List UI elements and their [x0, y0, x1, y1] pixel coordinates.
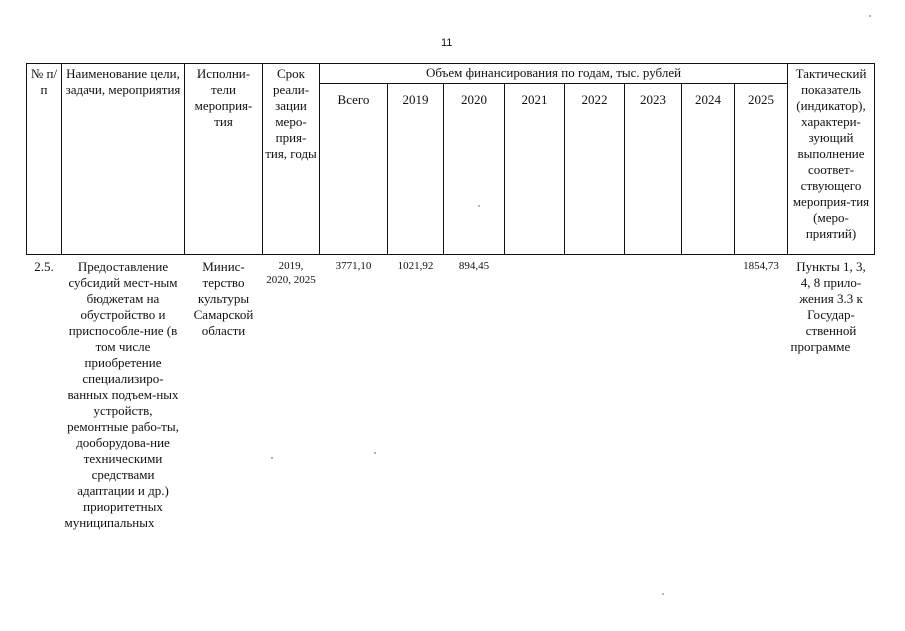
header-no: № п/п	[27, 64, 62, 255]
table-row	[27, 255, 875, 532]
header-year-2021: 2021	[505, 84, 565, 255]
row-name: Предоставление субсидий мест-ным бюджетам на обустройство и приспособле-ние (в том числе приобретение специализиро-ванных подъем-ных устройств, ремонтные рабо-ты, дооборудова-ние техническими средствами адаптации и др.) приоритетных муниципальных	[64, 259, 179, 530]
header-year-2024: 2024	[682, 84, 735, 255]
scan-speck	[374, 452, 376, 454]
row-term: 2019, 2020, 2025	[266, 260, 316, 286]
scan-speck	[869, 15, 871, 17]
header-indicator: Тактический показатель (индикатор), характери-зующий выполнение соответ-ствующего мероприя-тия (меро-приятий)	[788, 64, 875, 255]
header-total: Всего	[320, 84, 388, 255]
header-row-top	[27, 64, 875, 84]
header-year-2022: 2022	[565, 84, 625, 255]
header-year-2025: 2025	[735, 84, 788, 255]
header-year-2023: 2023	[625, 84, 682, 255]
header-year-2019: 2019	[388, 84, 444, 255]
row-value-2024	[682, 255, 735, 532]
header-name: Наименование цели, задачи, мероприятия	[62, 64, 185, 255]
row-value-2020: 894,45	[458, 260, 490, 272]
row-value-2019: 1021,92	[397, 260, 434, 272]
row-number: 2.5.	[34, 259, 54, 274]
header-executors: Исполни-тели мероприя-тия	[185, 64, 263, 255]
row-total: 3771,10	[335, 260, 372, 272]
row-value-2021	[505, 255, 565, 532]
row-value-2025: 1854,73	[743, 260, 779, 272]
header-financing: Объем финансирования по годам, тыс. рублей	[320, 64, 788, 84]
row-executors: Минис-терство культуры Самарской области	[193, 259, 254, 338]
scan-speck	[478, 205, 480, 207]
row-indicator: Пункты 1, 3, 4, 8 прило-жения 3.3 к Государ-ственной программе	[790, 259, 866, 354]
page-number: 11	[441, 37, 453, 49]
header-year-2020: 2020	[444, 84, 505, 255]
financing-plan-table	[26, 63, 875, 531]
row-value-2022	[565, 255, 625, 532]
scan-speck	[271, 457, 273, 459]
header-term: Срок реали-зации меро-прия-тия, годы	[263, 64, 320, 255]
scan-speck	[662, 593, 664, 595]
row-value-2023	[625, 255, 682, 532]
